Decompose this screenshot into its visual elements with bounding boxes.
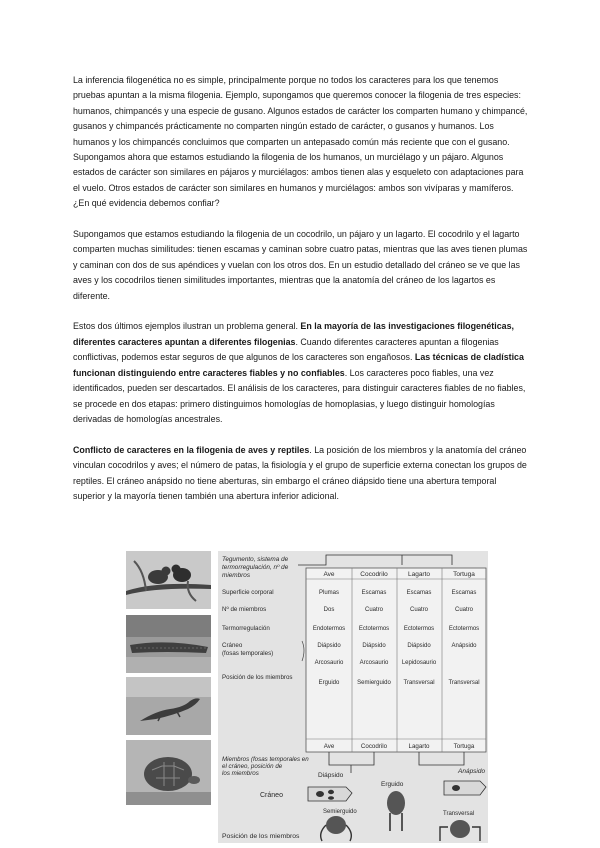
paragraph-1: La inferencia filogenética no es simple, principalmente porque no todos los caracteres para los que tenemos pruebas apuntan a la misma filogenia. Ejemplo, supongamos que queremos conocer la filogenia de tres especies: humanos, chimpancés y una especie de gusano. Algunos estados de carácter los comparten humano y chimpancé, gusanos y chimpancés prácticamente no comparten ningún estado de carácter, o gusanos y humanos. Los humanos y los chimpancés concluimos que comparten un antepasado común más reciente que con el gusano. Supongamos ahora que estamos estudiando la filogenia de los humanos, un murciélago y un pájaro. Algunos estados de carácter son similares en pájaros y murciélagos: ambos tienen alas y esqueleto con adaptaciones para el vuelo. Otros estados de carácter son similares en humanos y murciélagos: ambos son vivíparas y mamíferos. ¿En qué evidencia debemos confiar? [73, 75, 528, 209]
callout-top-line-2: termorregulación, nº de [222, 564, 289, 571]
bird-photo [126, 551, 211, 609]
p3-bold-b: Las técnicas de cladística funcionan distinguiendo entre caracteres fiables y no confiables [73, 352, 524, 378]
table-cell: Diápsido [407, 643, 431, 649]
posture-label-erguido: Erguido [381, 781, 404, 788]
paragraph-2: Supongamos que estamos estudiando la filogenia de un cocodrilo, un pájaro y un lagarto. El cocodrilo y el lagarto comparten muchas similitudes: tienen escamas y caminan sobre cuatro patas, mientras que las aves tienen plumas y caminan con dos de sus apéndices y vuelan con los otros dos. En un estudio detallado del cráneo se ve que las aves y los cocodrilos tienen similitudes importantes, mientras que la anatomía del cráneo de los lagartos es diferente. [73, 229, 528, 301]
callout-bottom-line-1: Miembros (fosas temporales en [222, 756, 309, 763]
transversal-posture-icon [440, 820, 480, 841]
table-cell: Lepidosaurio [401, 660, 437, 666]
table-cell: Transversal [448, 680, 480, 686]
table-cell: Plumas [318, 590, 340, 596]
callout-top-line-3: miembros [222, 572, 251, 579]
table-cell: Semierguido [357, 680, 391, 686]
diapsid-skull-icon [308, 787, 352, 801]
craneo-brace [302, 641, 304, 661]
table-cell: Diápsido [317, 643, 341, 649]
row-label-miembros: Nº de miembros [222, 606, 267, 613]
col-header-lagarto: Lagarto [407, 571, 431, 578]
table-cell: Ectotermos [358, 626, 390, 632]
table-cell: Arcosaurio [359, 660, 389, 666]
posture-row-label: Posición de los miembros [222, 833, 300, 840]
table-cell: Erguido [318, 680, 340, 686]
table-cell: Dos [323, 607, 335, 613]
col-header-ave: Ave [323, 571, 335, 578]
text-body [73, 73, 528, 504]
callout-bottom-bracket-archosaur [329, 752, 374, 773]
crocodile-photo [126, 615, 211, 673]
callout-bottom-bracket-reptile [419, 752, 464, 765]
table-cell: Anápsido [451, 643, 477, 649]
row-label-superficie: Superficie corporal [222, 589, 274, 596]
row-label-termorregulacion: Termorregulación [222, 625, 270, 632]
table-cell: Escamas [361, 590, 387, 596]
table-cell: Arcosaurio [314, 660, 344, 666]
table-cell: Ectotermos [448, 626, 480, 632]
row-label-posicion: Posición de los miembros [222, 674, 293, 681]
skull-row-label: Cráneo [260, 792, 283, 799]
anapsid-skull-icon [444, 781, 486, 795]
footer-lagarto: Lagarto [408, 743, 430, 750]
p3-bold-a: En la mayoría de las investigaciones filogenéticas, diferentes caracteres apuntan a diferentes filogenias [73, 321, 514, 347]
erguido-posture-icon [387, 791, 405, 831]
callout-bottom-line-2: el cráneo, posición de [222, 763, 283, 770]
callout-top-bracket [298, 555, 452, 565]
p4-text: . La posición de los miembros y la anatomía del cráneo vinculan cocodrilos y aves; el número de patas, la fisiología y el grupo de superficie externa conectan los grupos de reptiles. El cráneo anápsido no tiene aberturas, sin embargo el cráneo diápsido tiene una abertura temporal superior y la mayoría tienen también una abertura inferior adicional. [73, 444, 527, 501]
row-label-craneo: Cráneo [222, 642, 243, 649]
skull-label-diapsido: Diápsido [318, 772, 344, 779]
table-cell: Cuatro [454, 607, 474, 613]
skull-label-anapsido: Anápsido [458, 768, 486, 775]
footer-ave: Ave [323, 743, 335, 750]
callout-bottom-line-3: los miembros [222, 770, 259, 777]
table-cell: Escamas [406, 590, 432, 596]
p4-heading: Conflicto de caracteres en la filogenia de aves y reptiles [73, 444, 310, 455]
lizard-photo [126, 677, 211, 735]
col-header-cocodrilo: Cocodrilo [360, 571, 388, 578]
table-cell: Ectotermos [403, 626, 435, 632]
p3-text-c: . Los caracteres poco fiables, una vez identificados, pueden ser descartados. El análisis de los caracteres, para distinguir caracteres fiables de no fiables, se procede en dos etapas: primero distinguimos homologías de homoplasias, y luego distinguir homologías derivadas de homologías ancestrales. [73, 367, 526, 424]
table-cell: Escamas [451, 590, 477, 596]
p3-text-b: . Cuando diferentes caracteres apuntan a filogenias conflictivas, podemos estar seguros de que algunos de los caracteres son engañosos. [73, 336, 499, 363]
paragraph-4 [73, 443, 528, 505]
table-cell: Diápsido [362, 643, 386, 649]
footer-cocodrilo: Cocodrilo [360, 743, 388, 750]
posture-label-transversal: Transversal [443, 811, 475, 817]
paragraph-3 [73, 319, 528, 427]
posture-label-semierguido: Semierguido [323, 809, 357, 815]
table-cell: Cuatro [364, 607, 384, 613]
p3-text-a: Estos dos últimos ejemplos ilustran un problema general. [73, 321, 301, 332]
tortoise-photo [126, 740, 211, 805]
table-cell: Cuatro [409, 607, 429, 613]
table-cell: Endotermos [312, 626, 346, 632]
row-label-fosas: (fosas temporales) [222, 650, 274, 657]
semierguido-posture-icon [321, 816, 352, 841]
footer-tortuga: Tortuga [453, 743, 475, 750]
col-header-tortuga: Tortuga [453, 571, 475, 578]
phylogeny-figure [126, 551, 488, 843]
character-table-diagram [218, 551, 488, 843]
table-cell: Transversal [403, 680, 435, 686]
callout-top-line-1: Tegumento, sistema de [222, 556, 289, 563]
